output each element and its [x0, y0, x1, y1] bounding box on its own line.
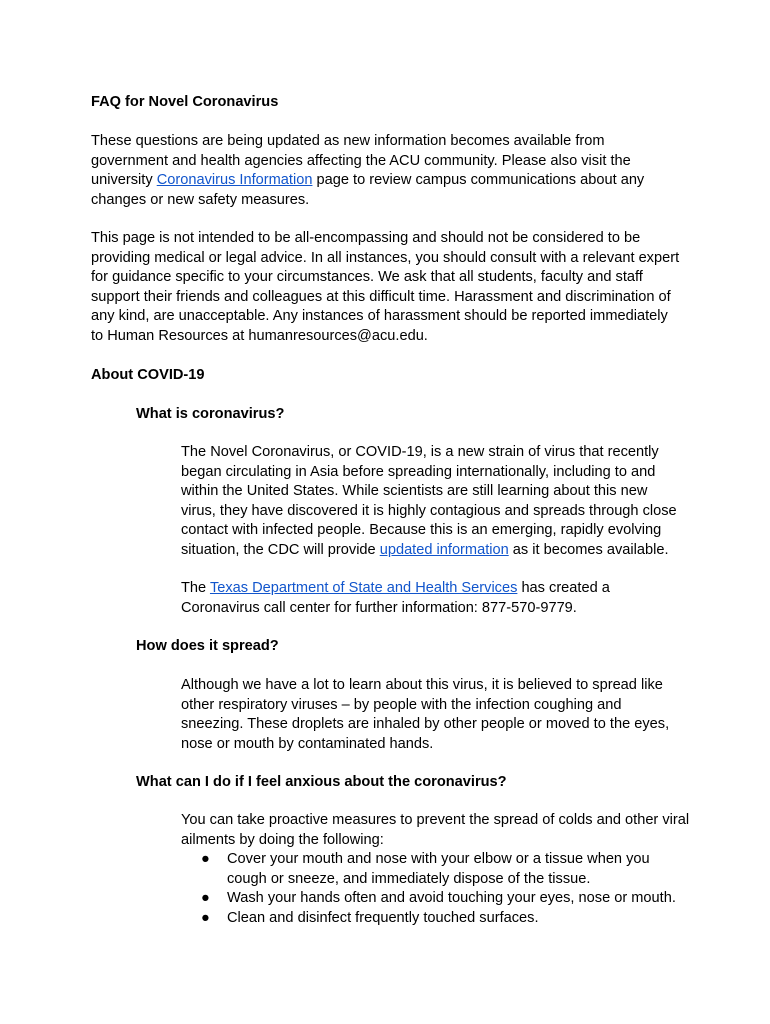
question-what-is-coronavirus: What is coronavirus?: [136, 406, 285, 422]
coronavirus-information-link[interactable]: Coronavirus Information: [156, 172, 313, 188]
bullet-icon: ●: [201, 909, 210, 926]
question-feel-anxious: What can I do if I feel anxious about the coronavirus?: [136, 774, 507, 790]
list-item: [181, 889, 691, 909]
answer-text-start: The Novel Coronavirus, or COVID-19, is a new strain of virus that recently began circulating in Asia before spreading internationally, including to and within the United States. While scientists are still learning about this new virus, they have discovered it is highly contagious and spreads through close contact with infected people. Because this is an emerging, rapidly evolving situation, the CDC will provide: [181, 444, 677, 558]
answer-what-is-coronavirus: [181, 443, 686, 560]
intro-paragraph: [91, 132, 681, 210]
bullet-icon: ●: [201, 890, 210, 906]
prevention-list: [181, 850, 691, 928]
list-item-text: Wash your hands often and avoid touching your eyes, nose or mouth.: [227, 890, 676, 906]
list-item-text: Clean and disinfect frequently touched surfaces.: [227, 909, 539, 926]
call-center-paragraph: [181, 579, 686, 618]
list-item-text: Cover your mouth and nose with your elbow or a tissue when you cough or sneeze, and immediately dispose of the tissue.: [227, 851, 650, 887]
texas-dshs-link[interactable]: Texas Department of State and Health Services: [209, 580, 518, 596]
prevention-intro: You can take proactive measures to prevent the spread of colds and other viral ailments by doing the following:: [181, 812, 690, 848]
section-heading-about-covid: About COVID-19: [91, 367, 205, 383]
list-item: [181, 909, 691, 929]
question-how-does-it-spread: How does it spread?: [136, 638, 279, 654]
intro-text-end: page to review campus communications about any changes or new safety measures.: [91, 172, 645, 208]
page-title: FAQ for Novel Coronavirus: [91, 94, 279, 110]
answer-how-does-it-spread: Although we have a lot to learn about this virus, it is believed to spread like other respiratory viruses – by people with the infection coughing and sneezing. These droplets are inhaled by other people or moved to the eyes, nose or mouth by contaminated hands.: [181, 677, 670, 752]
disclaimer-paragraph: This page is not intended to be all-encompassing and should not be considered to be providing medical or legal advice. In all instances, you should consult with a relevant expert for guidance specific to your circumstances. We ask that all students, faculty and staff support their friends and colleagues at this difficult time. Harassment and discrimination of any kind, are unacceptable. Any instances of harassment should be reported immediately to Human Resources at humanresources@acu.edu.: [91, 230, 680, 344]
call-text-start: The: [181, 580, 210, 596]
answer-text-end: as it becomes available.: [508, 541, 669, 558]
list-item: [181, 850, 691, 889]
updated-information-link[interactable]: updated information: [379, 541, 509, 558]
call-text-end: has created a Coronavirus call center for further information: 877-570-9779.: [181, 580, 610, 616]
intro-text-start: These questions are being updated as new information becomes available from government and health agencies affecting the ACU community. Please also visit the university: [91, 133, 631, 188]
answer-feel-anxious: [181, 811, 691, 928]
bullet-icon: ●: [201, 851, 210, 867]
